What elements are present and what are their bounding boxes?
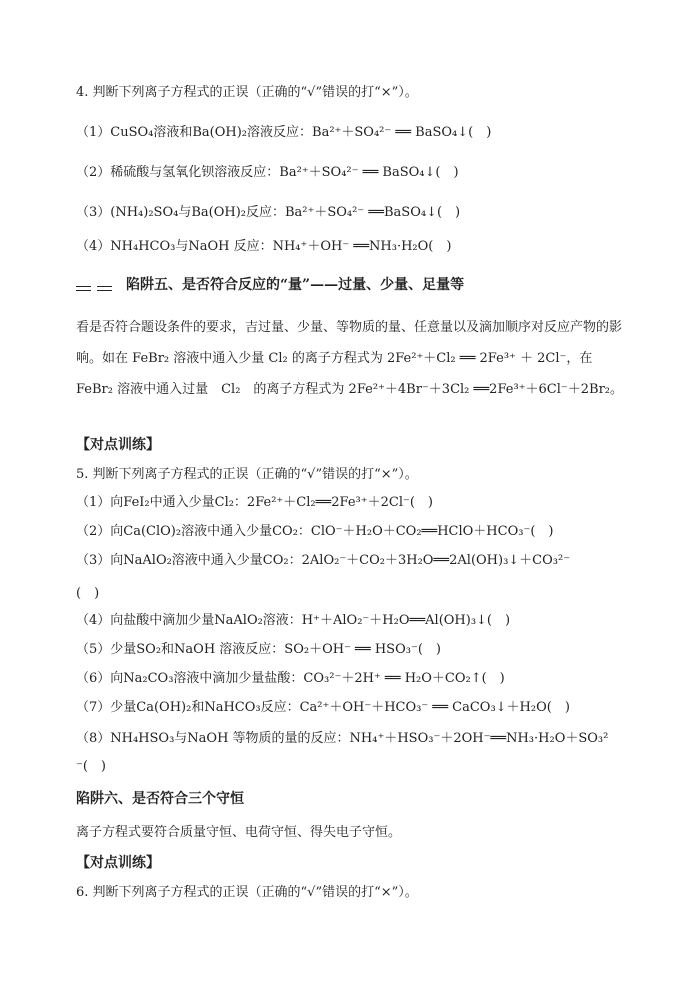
trap6-heading: 陷阱六、是否符合三个守恒 (76, 791, 244, 807)
q6-title: 6. 判断下列离子方程式的正误（正确的“√”错误的打“×”）。 (76, 885, 418, 900)
trap5-paragraph: 看是否符合题设条件的要求，吉过量、少量、等物质的量、任意量以及滴加顺序对反应产物的影响。如在 FeBr₂ 溶液中通入少量 Cl₂ 的离子方程式为 2Fe²⁺＋Cl₂ ══ 2Fe³⁺ ＋ 2Cl⁻，在 FeBr₂ 溶液中通入过量 Cl₂ 的离子方程式为 2Fe²⁺＋4Br⁻＋3Cl₂ ══2Fe³⁺＋6Cl⁻＋2Br₂。 (76, 320, 624, 397)
q4-item-2: （2）稀硫酸与氢氧化钡溶液反应：Ba²⁺＋SO₄²⁻ ══ BaSO₄↓( ) (76, 165, 459, 180)
q4-item-4: （4）NH₄HCO₃与NaOH 反应：NH₄⁺＋OH⁻ ══NH₃·H₂O( ) (76, 239, 452, 254)
q5-item-4: （4）向盐酸中滴加少量NaAlO₂溶液：H⁺＋AlO₂⁻＋H₂O══Al(OH)₃↓( ) (76, 613, 511, 628)
q4-title: 4. 判断下列离子方程式的正误（正确的“√”错误的打“×”）。 (76, 85, 418, 100)
q5-item-2: （2）向Ca(ClO)₂溶液中通入少量CO₂：ClO⁻＋H₂O＋CO₂══HClO＋HCO₃⁻( ) (76, 524, 554, 539)
q5-item-6: （6）向Na₂CO₃溶液中滴加少量盐酸：CO₃²⁻＋2H⁺ ══ H₂O＋CO₂↑( ) (76, 671, 505, 686)
double-bar-mark (76, 280, 120, 292)
q5-item-3: （3）向NaAlO₂溶液中通入少量CO₂：2AlO₂⁻＋CO₂＋3H₂O══2Al(OH)₃↓＋CO₃²⁻ (76, 553, 571, 568)
trap5-practice-label: 【对点训练】 (76, 437, 160, 453)
q5-item-1: （1）向FeI₂中通入少量Cl₂：2Fe²⁺＋Cl₂══2Fe³⁺＋2Cl⁻( ) (76, 495, 433, 510)
trap6-paragraph: 离子方程式要符合质量守恒、电荷守恒、得失电子守恒。 (76, 825, 402, 840)
q5-title: 5. 判断下列离子方程式的正误（正确的“√”错误的打“×”）。 (76, 467, 418, 482)
q5-item-8-blank: ⁻( ) (76, 759, 107, 774)
trap6-practice-label: 【对点训练】 (76, 855, 160, 871)
q5-item-5: （5）少量SO₂和NaOH 溶液反应：SO₂＋OH⁻ ══ HSO₃⁻( ) (76, 642, 441, 657)
q4-item-1: （1）CuSO₄溶液和Ba(OH)₂溶液反应：Ba²⁺＋SO₄²⁻ ══ BaSO₄↓( ) (76, 125, 492, 140)
trap5-heading: 陷阱五、是否符合反应的“量”——过量、少量、足量等 (126, 277, 465, 293)
q5-item-8: （8）NH₄HSO₃与NaOH 等物质的量的反应：NH₄⁺＋HSO₃⁻＋2OH⁻══NH₃·H₂O＋SO₃² (76, 731, 609, 746)
q5-item-3-blank: ( ) (76, 586, 100, 601)
q5-item-7: （7）少量Ca(OH)₂和NaHCO₃反应：Ca²⁺＋OH⁻＋HCO₃⁻ ══ CaCO₃↓＋H₂O( ) (76, 700, 570, 715)
q4-item-3: （3）(NH₄)₂SO₄与Ba(OH)₂反应：Ba²⁺＋SO₄²⁻ ══BaSO₄↓( ) (76, 205, 461, 220)
